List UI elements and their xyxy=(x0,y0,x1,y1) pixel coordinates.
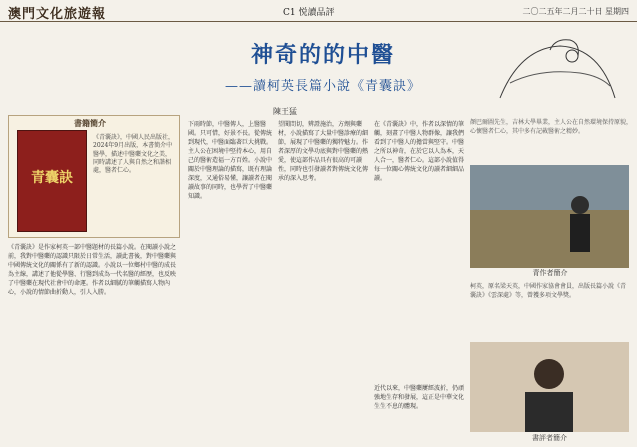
newspaper-header xyxy=(0,0,637,22)
book-description: 《青囊訣》，中國人民出版社，2024年9月出版，本書簡介中醫學，描述中醫藥文化之美，同時講述了人與自然之和諧相處，醫者仁心。 xyxy=(93,134,175,175)
reviewer-photo xyxy=(470,342,629,432)
paragraph: 在《青囊訣》中，作者以深情的筆觸，刻畫了中醫人物群像，讓我們看到了中醫人的擔當與堅守。中醫之所以神奇，在於它以人為本，天人合一，醫者仁心。這部小說值得每一位關心傳統文化的讀者細細品讀。 xyxy=(374,121,464,182)
book-info-box xyxy=(8,115,180,238)
book-info-label: 書籍簡介 xyxy=(74,118,106,128)
article-column-1 xyxy=(8,243,181,445)
article-title: 神奇的的中醫 xyxy=(250,42,395,68)
side-caption: 顏巴爾圖先生，吉林大學畢業，主人公在自然環境保持原貌，心懷醫者仁心，其中多有記載醫術之精妙。 xyxy=(470,119,633,135)
paragraph: 下雨時節，中醫傳人，上醫醫國。只可惜，好景不長。從傳統到現代，中醫面臨著巨大挑戰。主人公在困境中堅持本心，用自己的醫術造福一方百姓。小說中關於中醫理論的描寫，既有理論深度，又通俗易懂，讓讀者在閱讀故事的同時，也學習了中醫藥知識。 xyxy=(188,121,273,200)
book-cover-image xyxy=(17,130,87,232)
masthead: 澳門文化旅遊報 xyxy=(8,7,107,22)
section-label: C1 悦讀品評 xyxy=(283,8,335,18)
paragraph: 望聞問切，辨證施治，方劑與藥材，小說描寫了大量中醫診療的細節，展現了中醫藥的獨特魅力。作者深厚的文學功底與對中醫藥的熱愛，使這部作品具有很高的可讀性，同時也引發讀者對傳統文化傳承的深入思考。 xyxy=(278,121,368,182)
paragraph: 《青囊訣》是作家柯英一部中醫題材的長篇小說。在閱讀小說之前，我對中醫藥的認識只限於日常生活，讀此書後，對中醫藥與中國傳統文化的關係有了新的認識。小說以一位鄉村中醫的成長為主線，講述了他從學醫、行醫到成為一代名醫的經歷，也反映了中醫藥在現代社會中的命運。作者以細膩的筆觸描寫人物內心，小說的情節曲折動人，引人入勝。 xyxy=(8,244,177,296)
article-subtitle: ——讀柯英長篇小說《青囊訣》 xyxy=(224,79,421,94)
reviewer-photo-caption: 書評者簡介 xyxy=(532,434,567,442)
article-tail: 近代以來，中醫藥屢經波折，仍頑強地生存和發展，這正是中華文化生生不息的體現。 xyxy=(374,385,465,410)
book-cover-title: 青囊訣 xyxy=(31,170,73,186)
byline: 陳王猛 xyxy=(273,107,297,116)
article-column-2 xyxy=(188,120,273,443)
author-photo-caption: 青作者簡介 xyxy=(532,269,568,277)
headline xyxy=(188,38,458,94)
article-column-3 xyxy=(278,120,368,443)
issue-date: 二〇二五年二月二十日 星期四 xyxy=(522,7,629,16)
author-bio: 柯英，原名梁天英，中國作家協會會員，出版長篇小說《青囊訣》《雲深處》等，曾獲多項文學獎。 xyxy=(470,283,627,299)
author-photo xyxy=(470,165,629,268)
ink-portrait-illustration xyxy=(480,28,630,110)
